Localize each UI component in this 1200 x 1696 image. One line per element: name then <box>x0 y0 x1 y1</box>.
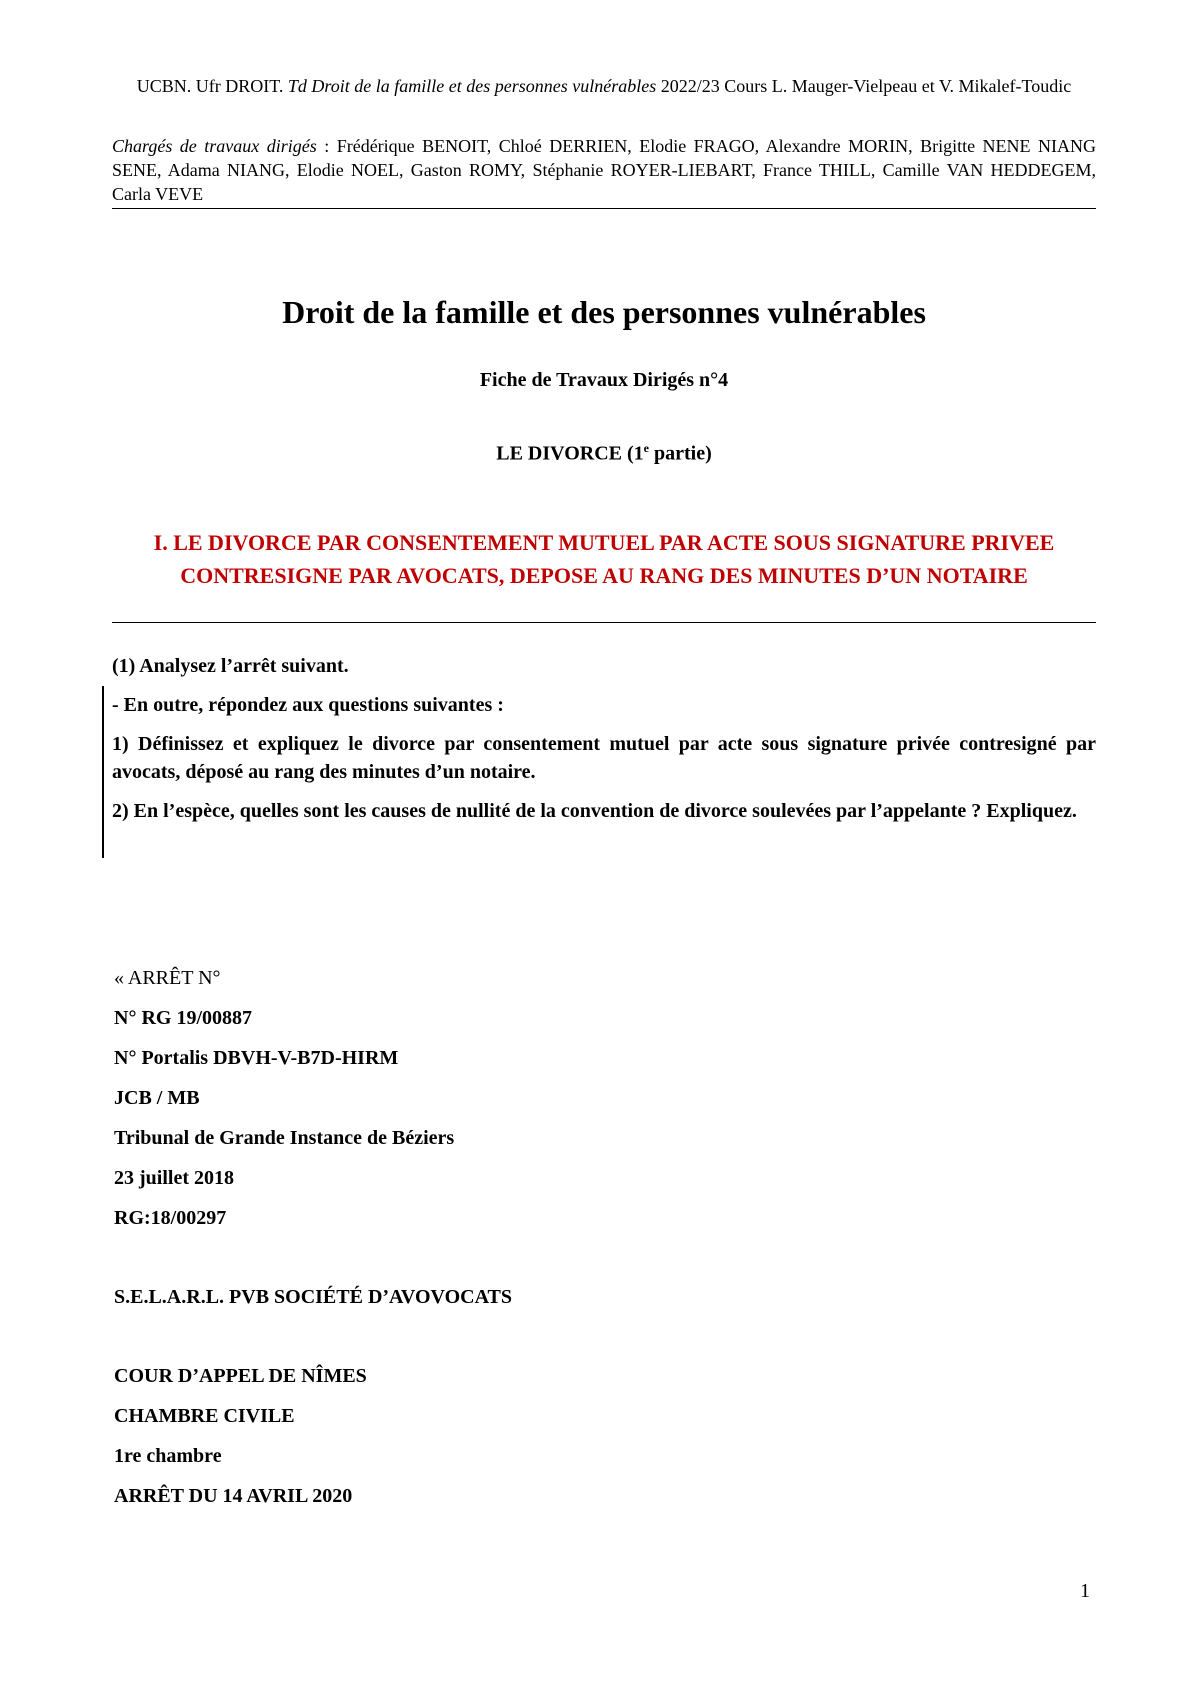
case-initials: JCB / MB <box>114 1087 200 1109</box>
case-judgment-date: ARRÊT DU 14 AVRIL 2020 <box>114 1485 353 1507</box>
document-title: Droit de la famille et des personnes vulnérables <box>282 294 926 330</box>
case-header <box>114 958 1014 1516</box>
section-divider <box>112 622 1096 623</box>
staff-label: Chargés de travaux dirigés <box>112 136 317 156</box>
worksheet-topic <box>112 434 1096 468</box>
case-chamber: CHAMBRE CIVILE <box>114 1405 295 1427</box>
case-tribunal: Tribunal de Grande Instance de Béziers <box>114 1127 455 1149</box>
staff-list <box>112 134 1096 206</box>
worksheet-number: Fiche de Travaux Dirigés n°4 <box>479 369 729 391</box>
case-chamber-number: 1re chambre <box>114 1445 222 1467</box>
case-court: COUR D’APPEL DE NÎMES <box>114 1365 367 1387</box>
case-rg2: RG:18/00297 <box>114 1207 227 1229</box>
case-law-firm: S.E.L.A.R.L. PVB SOCIÉTÉ D’AVOVOCATS <box>114 1286 512 1308</box>
page-number: 1 <box>1080 1580 1090 1602</box>
questions-margin-bar <box>102 686 104 858</box>
case-portalis: N° Portalis DBVH-V-B7D-HIRM <box>114 1047 399 1069</box>
case-date: 23 juillet 2018 <box>114 1167 234 1189</box>
case-rg: N° RG 19/00887 <box>114 1007 252 1029</box>
section-heading: I. LE DIVORCE PAR CONSENTEMENT MUTUEL PAR ACTE SOUS SIGNATURE PRIVEE CONTRESIGNE PAR AVOCATS, DEPOSE AU RANG DES MINUTES D’UN NOTAIRE <box>153 530 1055 588</box>
questions-block <box>112 652 1096 836</box>
course-header <box>112 74 1096 98</box>
course-suffix: 2022/23 Cours L. Mauger-Vielpeau et V. Mikalef-Toudic <box>656 76 1072 96</box>
course-prefix: UCBN. Ufr DROIT. <box>136 76 288 96</box>
spacer <box>114 1238 1014 1277</box>
course-title: Td Droit de la famille et des personnes vulnérables <box>287 76 657 96</box>
case-arret-line: « ARRÊT N° <box>114 967 221 989</box>
document-header <box>112 74 1096 209</box>
spacer <box>114 1317 1014 1356</box>
topic-sup: e <box>643 441 649 455</box>
topic-before: LE DIVORCE (1 <box>496 442 644 465</box>
staff-names: : Frédérique BENOIT, Chloé DERRIEN, Elodie FRAGO, Alexandre MORIN, Brigitte NENE NIANG SENE, Adama NIANG, Elodie NOEL, Gaston ROMY, Stéphanie ROYER-LIEBART, France THILL, Camille VAN HEDDEGEM, Carla VEVE <box>112 136 1097 204</box>
topic-after: partie) <box>648 442 712 465</box>
question-item: - En outre, répondez aux questions suivantes : <box>112 694 504 716</box>
question-item: (1) Analysez l’arrêt suivant. <box>112 655 349 677</box>
question-item: 1) Définissez et expliquez le divorce par consentement mutuel par acte sous signature privée contresigné par avocats, déposé au rang des minutes d’un notaire. <box>112 733 1096 783</box>
question-item: 2) En l’espèce, quelles sont les causes de nullité de la convention de divorce soulevées par l’appelante ? Expliquez. <box>112 800 1077 822</box>
header-divider <box>112 208 1096 209</box>
